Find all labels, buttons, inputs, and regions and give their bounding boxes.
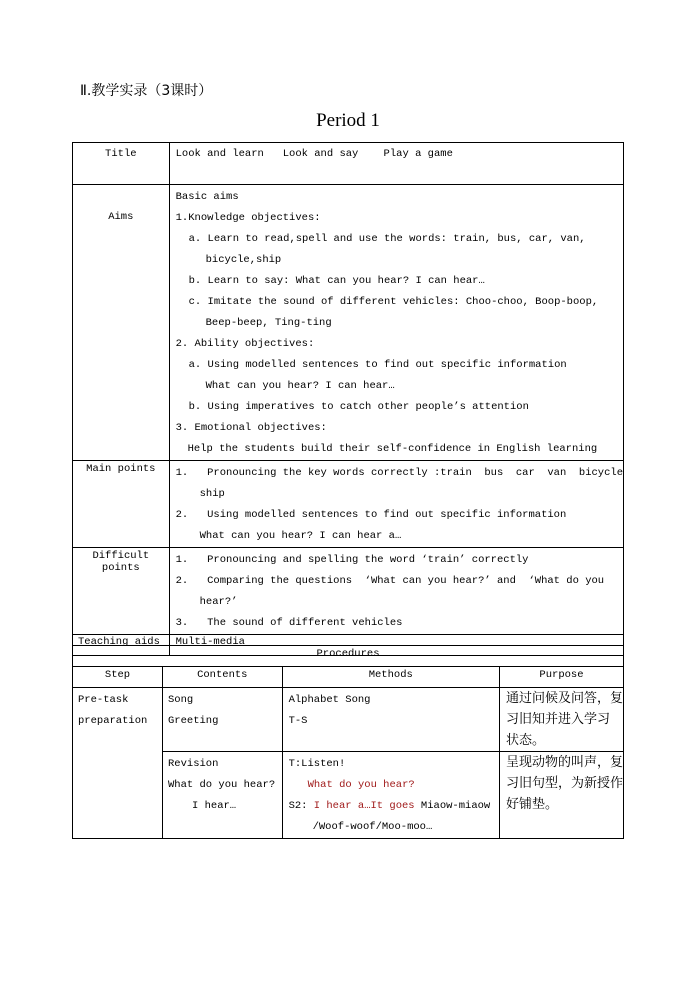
methods-answer: I hear a…It goes [313, 800, 415, 812]
aims-line: a. Using modelled sentences to find out specific information [188, 359, 567, 371]
section-heading: Ⅱ.教学实录（3课时） [80, 83, 213, 99]
contents-line: Song [168, 694, 194, 706]
aims-content [169, 185, 623, 461]
main-points-line: 2. Using modelled sentences to find out specific information [175, 509, 567, 521]
methods-line [289, 796, 499, 817]
difficult-points-content [169, 548, 623, 635]
column-methods: Methods [282, 667, 499, 688]
teaching-aids-label: Teaching aids [73, 635, 170, 656]
aims-line: bicycle,ship [205, 254, 282, 266]
purpose-line: 通过问候及问答，复 [505, 691, 623, 706]
purpose-line: 好铺垫。 [505, 797, 558, 812]
purpose-line: 习旧句型，为新授作 [505, 776, 623, 791]
main-points-line: ship [199, 488, 225, 500]
contents-line: What do you hear? [168, 779, 276, 791]
aims-line: Basic aims [175, 191, 239, 203]
contents-line: Greeting [168, 715, 219, 727]
aims-line: Beep-beep, Ting-ting [205, 317, 332, 329]
aims-line: 1.Knowledge objectives: [175, 212, 321, 224]
difficult-points-line: hear?’ [199, 596, 238, 608]
period-title: Period 1 [316, 110, 380, 131]
main-points-label: Main points [73, 461, 170, 548]
title-label: Title [73, 143, 170, 185]
column-contents: Contents [163, 667, 283, 688]
title-value: Look and learn Look and say Play a game [169, 143, 623, 185]
aims-line: What can you hear? I can hear… [205, 380, 395, 392]
teaching-aids-value: Multi-media [169, 635, 623, 656]
column-header-row [73, 667, 624, 688]
column-step: Step [73, 667, 163, 688]
aims-line: 3. Emotional objectives: [175, 422, 327, 434]
step-line: preparation [78, 715, 148, 727]
aims-line: Help the students build their self-confidence in English learning [187, 443, 598, 455]
main-points-line: 1. Pronouncing the key words correctly :train bus car van bicycle [175, 467, 623, 479]
aims-line: b. Learn to say: What can you hear? I can hear… [188, 275, 485, 287]
methods-line-question: What do you hear? [307, 779, 415, 791]
difficult-points-line: 1. Pronouncing and spelling the word ‘train’ correctly [175, 554, 529, 566]
aims-line: a. Learn to read,spell and use the words: train, bus, car, van, [188, 233, 586, 245]
step-line: Pre-task [78, 694, 129, 706]
step-cell [73, 688, 163, 839]
difficult-points-line: 3. The sound of different vehicles [175, 617, 403, 629]
purpose-line: 习旧知并进入学习 [505, 712, 610, 727]
procedures-table [72, 645, 624, 839]
methods-line: T:Listen! [288, 758, 346, 770]
contents-cell [163, 752, 283, 839]
main-points-content [169, 461, 623, 548]
lesson-info-table [72, 142, 624, 656]
difficult-points-label: Difficult points [73, 548, 170, 635]
methods-line: T-S [288, 715, 308, 727]
purpose-line: 状态。 [505, 733, 545, 748]
main-points-line: What can you hear? I can hear a… [199, 530, 402, 542]
column-purpose: Purpose [499, 667, 623, 688]
methods-line: Alphabet Song [288, 694, 371, 706]
aims-row [73, 185, 624, 461]
methods-prefix: S2: [288, 800, 314, 812]
contents-line: I hear… [192, 800, 237, 812]
title-row [73, 143, 624, 185]
aims-label: Aims [73, 185, 170, 461]
procedures-header-row [73, 646, 624, 667]
procedures-label: Procedures [73, 646, 624, 667]
contents-line: Revision [168, 758, 219, 770]
difficult-points-row [73, 548, 624, 635]
purpose-line: 呈现动物的叫声，复 [505, 755, 623, 770]
purpose-cell [499, 688, 623, 752]
aims-line: c. Imitate the sound of different vehicles: Choo-choo, Boop-boop, [188, 296, 599, 308]
difficult-points-line: 2. Comparing the questions ‘What can you hear?’ and ‘What do you [175, 575, 605, 587]
procedure-row-pretask [73, 688, 624, 752]
aims-line: 2. Ability objectives: [175, 338, 315, 350]
contents-cell [163, 688, 283, 752]
methods-line: /Woof-woof/Moo-moo… [312, 821, 433, 833]
methods-sounds: Miaow-miaow [414, 800, 491, 812]
main-points-row [73, 461, 624, 548]
purpose-cell [499, 752, 623, 839]
aims-line: b. Using imperatives to catch other people’s attention [188, 401, 529, 413]
methods-cell [282, 688, 499, 752]
methods-cell [282, 752, 499, 839]
